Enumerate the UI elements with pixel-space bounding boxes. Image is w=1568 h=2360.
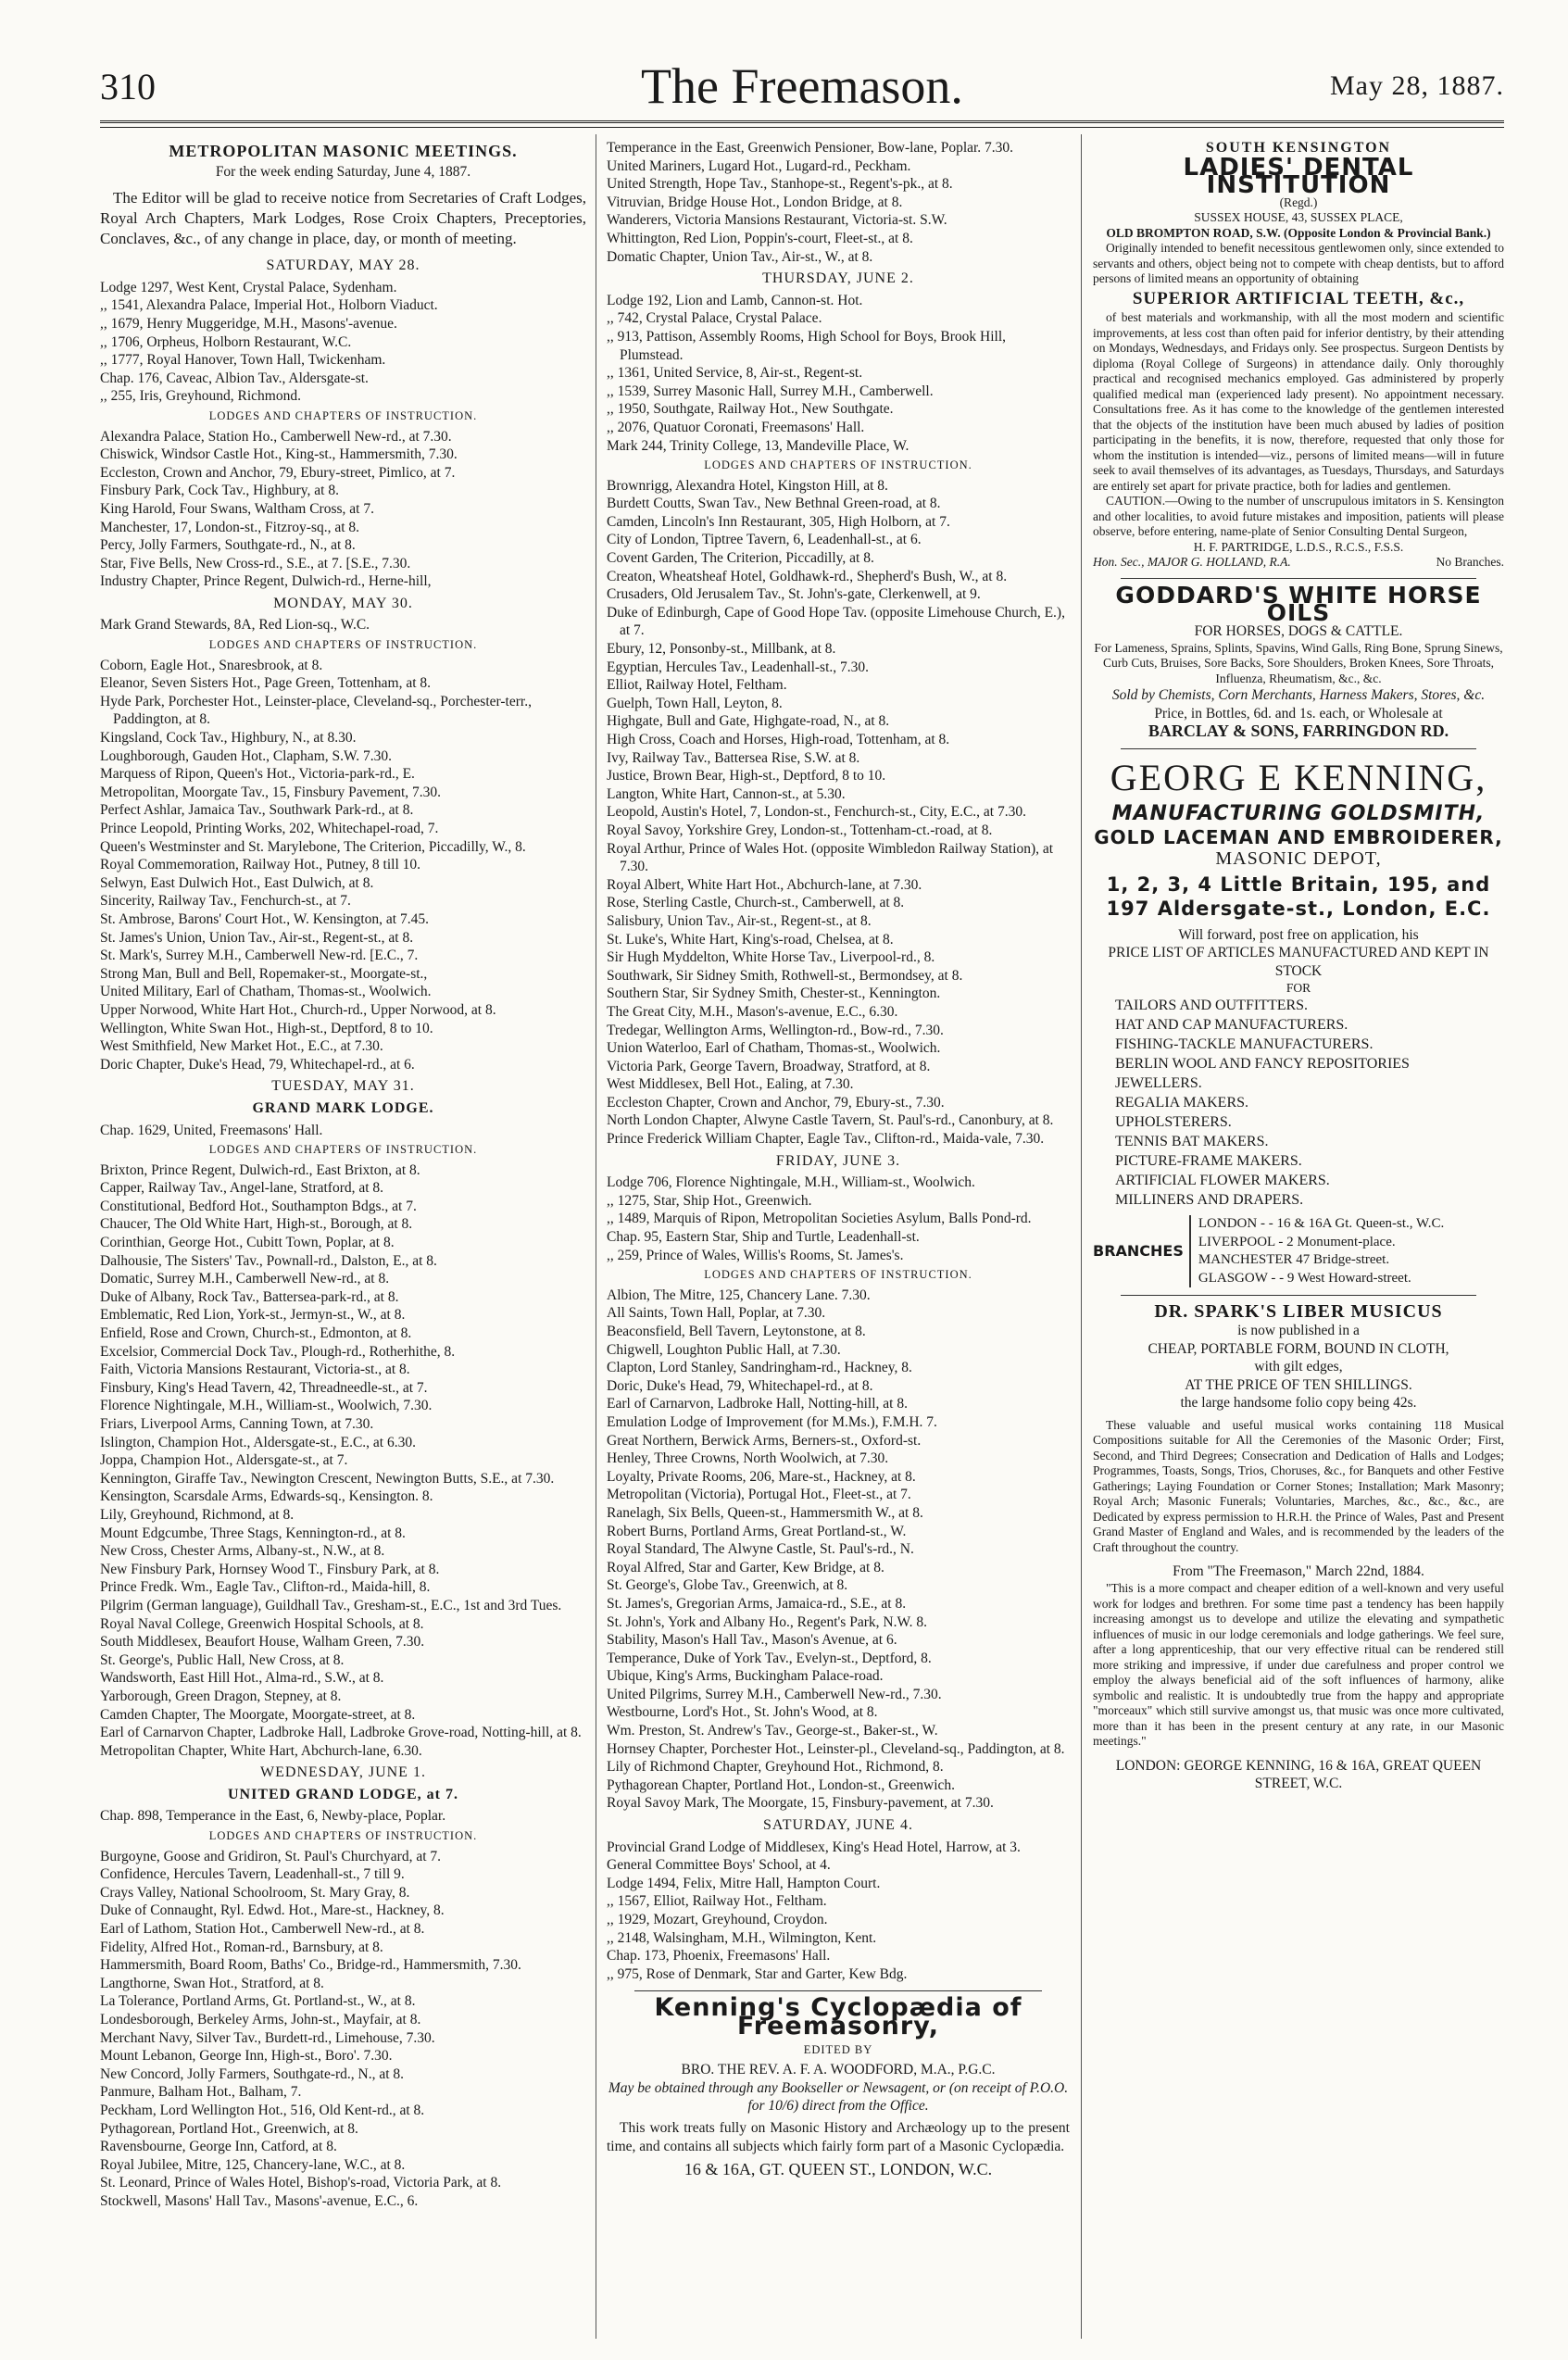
trades-list [1093,996,1504,1210]
list-item: ,, 913, Pattison, Assembly Rooms, High School for Boys, Brook Hill, Plumstead. [607,328,1007,363]
goddard-subtitle: FOR HORSES, DOGS & CATTLE. [1194,623,1403,640]
no-branches: No Branches. [1436,555,1504,570]
day-heading: SATURDAY, JUNE 4. [763,1817,913,1834]
list [100,1848,586,2211]
list-item: Chap. 898, Temperance in the East, 6, Newby-place, Poplar. [100,1808,446,1825]
list-item: Wandsworth, East Hill Hot., Alma-rd., S.W., at 8. [100,1670,384,1687]
list-item: St. Ambrose, Barons' Court Hot., W. Kensington, at 7.45. [100,910,429,927]
spark-line: AT THE PRICE OF TEN SHILLINGS. [1185,1376,1412,1393]
list-item: ,, 1489, Marquis of Ripon, Metropolitan Societies Asylum, Balls Pond-rd. [607,1211,1032,1227]
list-item: La Tolerance, Portland Arms, Gt. Portland-st., W., at 8. [100,1993,416,2010]
hon-sec: Hon. Sec., MAJOR G. HOLLAND, R.A. [1093,555,1291,570]
kenning-for: FOR [1286,980,1311,995]
list-item: ,, 975, Rose of Denmark, Star and Garter, Kew Bdg. [607,1965,908,1982]
cyclopaedia-body: This work treats fully on Masonic History and Archæology up to the present time, and contains all subjects which fairly form part of a Masonic Cyclopædia. [607,2119,1070,2154]
list-item: ,, 2076, Quatuor Coronati, Freemasons' Hall. [607,419,865,435]
list-item: Fidelity, Alfred Hot., Roman-rd., Barnsbury, at 8. [100,1939,383,1955]
list-item: Domatic, Surrey M.H., Camberwell New-rd., at 8. [100,1271,390,1287]
list-item: Elliot, Railway Hotel, Feltham. [607,677,787,694]
list-item: Great Northern, Berwick Arms, Berners-st., Oxford-st. [607,1432,922,1449]
list-item: General Committee Boys' School, at 4. [607,1857,831,1874]
list-item: REGALIA MAKERS. [1115,1095,1249,1111]
divider [1121,578,1476,579]
list-item: Excelsior, Commercial Dock Tav., Plough-rd., Rotherhithe, 8. [100,1343,456,1360]
barclay: BARCLAY & SONS, FARRINGDON RD. [1148,722,1449,741]
list-item: United Strength, Hope Tav., Stanhope-st., Regent's-pk., at 8. [607,176,953,193]
list-item: All Saints, Town Hall, Poplar, at 7.30. [607,1305,826,1322]
instruction-heading: LODGES AND CHAPTERS OF INSTRUCTION. [208,638,478,652]
list-item: Upper Norwood, White Hart Hot., Church-rd., Upper Norwood, at 8. [100,1001,496,1018]
list-item: Hyde Park, Porchester Hot., Leinster-place, Cleveland-sq., Porchester-terr., Paddington, at 8. [100,693,532,728]
london-imprint: LONDON: GEORGE KENNING, 16 & 16A, GREAT QUEEN STREET, W.C. [1115,1757,1482,1792]
list [607,477,1070,1149]
spark-title: DR. SPARK'S LIBER MUSICUS [1154,1301,1443,1323]
list-item: Loughborough, Gauden Hot., Clapham, S.W. 7.30. [100,747,392,764]
list [607,1287,1070,1813]
kenning-depot: MASONIC DEPOT, [1215,848,1382,870]
list-item: Westbourne, Lord's Hot., St. John's Wood, at 8. [607,1704,878,1721]
header-rule [100,120,1504,128]
list-item: Chiswick, Windsor Castle Hot., King-st., Hammersmith, 7.30. [100,446,458,463]
list-item: Southwark, Sir Sidney Smith, Rothwell-st., Bermondsey, at 8. [607,967,963,984]
list-item: Leopold, Austin's Hotel, 7, London-st., Fenchurch-st., City, E.C., at 7.30. [607,804,1026,821]
list [607,292,1070,455]
list-item: Kingsland, Cock Tav., Highbury, N., at 8.30. [100,730,357,747]
list [607,139,1070,266]
list-item: Corinthian, George Hot., Cubitt Town, Poplar, at 8. [100,1235,395,1251]
list-item: Earl of Lathom, Station Hot., Camberwell New-rd., at 8. [100,1921,425,1938]
list-item: ,, 1567, Elliot, Railway Hot., Feltham. [607,1893,827,1910]
list-item: Alexandra Palace, Station Ho., Camberwell New-rd., at 7.30. [100,428,452,445]
spark-from: From "The Freemason," March 22nd, 1884. [1173,1563,1424,1580]
spark-line: CHEAP, PORTABLE FORM, BOUND IN CLOTH, [1148,1340,1449,1357]
list-item: Panmure, Balham Hot., Balham, 7. [100,2084,302,2101]
column-meetings-continued [607,139,1070,2179]
list-item: Royal Standard, The Alwyne Castle, St. Paul's-rd., N. [607,1541,914,1558]
page-number: 310 [100,66,156,107]
list-item: Rose, Sterling Castle, Church-st., Camberwell, at 8. [607,895,905,911]
section-title: METROPOLITAN MASONIC MEETINGS. [169,142,518,160]
list-item: Beaconsfield, Bell Tavern, Leytonstone, at 8. [607,1324,866,1339]
list-item: Eleanor, Seven Sisters Hot., Page Green, Tottenham, at 8. [100,675,432,692]
list-item: Brownrigg, Alexandra Hotel, Kingston Hill, at 8. [607,477,888,494]
list-item: Crusaders, Old Jerusalem Tav., St. John's-gate, Clerkenwell, at 9. [607,586,981,603]
list-item: Prince Frederick William Chapter, Eagle Tav., Clifton-rd., Maida-vale, 7.30. [607,1131,1045,1148]
list-item: Lodge 1494, Felix, Mitre Hall, Hampton Court. [607,1875,881,1891]
list-item: ,, 255, Iris, Greyhound, Richmond. [100,388,301,405]
list-item: Robert Burns, Portland Arms, Great Portland-st., W. [607,1523,907,1539]
list [100,616,586,634]
goddard-title: GODDARD'S WHITE HORSE OILS [1115,581,1482,627]
day-heading: WEDNESDAY, JUNE 1. [260,1764,426,1781]
list-item: Creaton, Wheatsheaf Hotel, Goldhawk-rd., Shepherd's Bush, W., at 8. [607,568,1008,584]
list-item: Royal Arthur, Prince of Wales Hot. (opposite Wimbledon Railway Station), at 7.30. [607,840,1054,875]
intro-text: The Editor will be glad to receive notice from Secretaries of Craft Lodges, Royal Arch Chapters, Mark Lodges, Rose Croix Chapters, Preceptories, Conclaves, &c., of any change in place, day, or month of meeting. [100,189,586,248]
list-item: New Cross, Chester Arms, Albany-st., N.W., at 8. [100,1543,385,1560]
list-item: New Concord, Jolly Farmers, Southgate-rd., N., at 8. [100,2065,405,2082]
list-item: HAT AND CAP MANUFACTURERS. [1115,1017,1348,1033]
list-item: West Middlesex, Bell Hot., Ealing, at 7.30. [607,1076,854,1093]
list-item: Hornsey Chapter, Porchester Hot., Leinster-pl., Cleveland-sq., Paddington, at 8. [607,1740,1065,1757]
grand-mark-lodge: GRAND MARK LODGE. [252,1099,434,1116]
list-item: Emulation Lodge of Improvement (for M.Ms.), F.M.H. 7. [607,1413,937,1430]
list-item: Langthorne, Swan Hot., Stratford, at 8. [100,1975,324,1991]
list-item: Florence Nightingale, M.H., William-st., Woolwich, 7.30. [100,1398,433,1414]
list-item: ,, 1950, Southgate, Railway Hot., New Southgate. [607,401,894,418]
list-item: Dalhousie, The Sisters' Tav., Pownall-rd., Dalston, E., at 8. [100,1252,437,1269]
edited-by: EDITED BY [803,2042,873,2056]
list-item: Selwyn, East Dulwich Hot., East Dulwich, at 8. [100,874,374,891]
list-item: South Middlesex, Beaufort House, Walham Green, 7.30. [100,1634,425,1651]
list-item: Chap. 1629, United, Freemasons' Hall. [100,1122,323,1138]
spark-line: is now published in a [1237,1322,1360,1338]
list-item: Eccleston, Crown and Anchor, 79, Ebury-street, Pimlico, at 7. [100,464,456,481]
list [607,1174,1070,1264]
day-heading: SATURDAY, MAY 28. [266,257,420,274]
kenning-goldsmith: MANUFACTURING GOLDSMITH, [1111,801,1486,825]
list-item: ,, 1929, Mozart, Greyhound, Croydon. [607,1912,828,1927]
list-item: Earl of Carnarvon, Ladbroke Hall, Notting-hill, at 8. [607,1396,908,1412]
list-item: Lodge 1297, West Kent, Crystal Palace, Sydenham. [100,279,397,295]
instruction-heading: LODGES AND CHAPTERS OF INSTRUCTION. [208,408,478,422]
list-item: Duke of Connaught, Ryl. Edwd. Hot., Mare-st., Hackney, 8. [100,1902,445,1919]
list [100,279,586,406]
branches-block [1093,1215,1504,1287]
teeth-body: of best materials and workmanship, with all the most modern and scientific improvements, at less cost than often paid for inferior dentistry, by their attending on Mondays, Wednesdays, and Fridays only. See prospectus. Surgeon Dentists by diploma (Royal College of Surgeons) in attendance daily. Only thoroughly practical and recognised mechanics employed. Gas administered by properly qualified medical man (experienced lady present). No appointment necessary. Consultations free. As it has come to the knowledge of the gentlemen interested that the objects of the institution have been much abused by ladies of position participating in the benefits, it is now, therefore, requested that only those for whom the institution is intended—viz., persons of limited means—will in future seek to avail themselves of its advantages, as Tuesdays, Thursdays, and Saturdays are entirely set apart for private practice, both for ladies and gentlemen. [1093,310,1504,493]
list-item: Industry Chapter, Prince Regent, Dulwich-rd., Herne-hill, [100,573,432,590]
column-divider [1081,134,1082,2339]
list-item: Queen's Westminster and St. Marylebone, The Criterion, Piccadilly, W., 8. [100,838,526,855]
list-item: Ranelagh, Six Bells, Queen-st., Hammersmith W., at 8. [607,1504,923,1521]
list-item: Faith, Victoria Mansions Restaurant, Victoria-st., at 8. [100,1362,410,1378]
list-item: ,, 1361, United Service, 8, Air-st., Regent-st. [607,365,863,382]
kenning-laceman: GOLD LACEMAN AND EMBROIDERER, [1094,825,1503,848]
list-item: Constitutional, Bedford Hot., Southampton Bdgs., at 7. [100,1198,417,1214]
list-item: Duke of Albany, Rock Tav., Battersea-park-rd., at 8. [100,1288,399,1305]
list-item: Enfield, Rose and Crown, Church-st., Edmonton, at 8. [100,1325,412,1342]
list-item: The Great City, M.H., Mason's-avenue, E.C., 6.30. [607,1003,898,1020]
list-item: Merchant Navy, Silver Tav., Burdett-rd., Limehouse, 7.30. [100,2029,435,2046]
instruction-heading: LODGES AND CHAPTERS OF INSTRUCTION. [704,1268,972,1282]
list-item: Prince Fredk. Wm., Eagle Tav., Clifton-rd., Maida-hill, 8. [100,1579,431,1596]
list-item: Doric, Duke's Head, 79, Whitechapel-rd., at 8. [607,1377,873,1394]
day-heading: THURSDAY, JUNE 2. [762,270,914,287]
list-item: Joppa, Champion Hot., Aldersgate-st., at 7. [100,1452,348,1469]
partridge-name: H. F. PARTRIDGE, L.D.S., R.C.S., F.S.S. [1193,539,1404,554]
list-item: Lily of Richmond Chapter, Greyhound Hot., Richmond, 8. [607,1759,944,1776]
list-item: BERLIN WOOL AND FANCY REPOSITORIES [1115,1056,1410,1072]
list-item: GLASGOW - - 9 West Howard-street. [1198,1270,1411,1286]
list [100,1807,586,1826]
list-item: Domatic Chapter, Union Tav., Air-st., W., at 8. [607,248,873,265]
goddard-sold: Sold by Chemists, Corn Merchants, Harness Makers, Stores, &c. [1111,687,1486,704]
column-meetings [100,139,586,2211]
list-item: Earl of Carnarvon Chapter, Ladbroke Hall, Ladbroke Grove-road, Notting-hill, at 8. [100,1725,582,1741]
list-item: St. John's, York and Albany Ho., Regent's Park, N.W. 8. [607,1613,928,1630]
list-item: St. James's, Gregorian Arms, Jamaica-rd., S.E., at 8. [607,1595,907,1612]
list-item: Pythagorean Chapter, Portland Hot., London-st., Greenwich. [607,1776,956,1793]
list-item: Percy, Jolly Farmers, Southgate-rd., N., at 8. [100,537,356,554]
list-item: Justice, Brown Bear, High-st., Deptford, 8 to 10. [607,768,886,785]
day-heading: FRIDAY, JUNE 3. [775,1152,901,1169]
list-item: City of London, Tiptree Tavern, 6, Leadenhall-st., at 6. [607,532,922,548]
list [100,428,586,591]
list-item: Provincial Grand Lodge of Middlesex, King's Head Hotel, Harrow, at 3. [607,1839,1021,1855]
spark-line: with gilt edges, [1254,1359,1343,1375]
list-item: Egyptian, Hercules Tav., Leadenhall-st., 7.30. [607,659,869,675]
branches-label: BRANCHES [1093,1242,1184,1261]
obtain-note: May be obtained through any Bookseller or Newsagent, or (on receipt of P.O.O. for 10/6) direct from the Office. [608,2079,1069,2115]
list-item: Finsbury Park, Cock Tav., Highbury, at 8. [100,483,339,499]
list-item: ,, 1777, Royal Hanover, Town Hall, Twickenham. [100,352,386,369]
list-item: Mount Edgcumbe, Three Stags, Kennington-rd., at 8. [100,1525,406,1541]
list-item: Albion, The Mitre, 125, Chancery Lane. 7.30. [607,1287,871,1303]
list-item: Mark Grand Stewards, 8A, Red Lion-sq., W.C. [100,617,370,634]
list-item: Royal Commemoration, Railway Hot., Putney, 8 till 10. [100,857,420,873]
list-item: Duke of Edinburgh, Cape of Good Hope Tav. (opposite Limehouse Church, E.), at 7. [607,604,1065,639]
list-item: Royal Albert, White Hart Hot., Abchurch-lane, at 7.30. [607,876,922,893]
list-item: Royal Jubilee, Mitre, 125, Chancery-lane, W.C., at 8. [100,2156,406,2173]
list-item: Lily, Greyhound, Richmond, at 8. [100,1506,295,1523]
list-item: JEWELLERS. [1115,1075,1202,1091]
list-item: Perfect Ashlar, Jamaica Tav., Southwark Park-rd., at 8. [100,802,414,819]
list-item: Sincerity, Railway Tav., Fenchurch-st., at 7. [100,893,351,910]
list-item: Wm. Preston, St. Andrew's Tav., George-st., Baker-st., W. [607,1723,938,1739]
list-item: Marquess of Ripon, Queen's Hot., Victoria-park-rd., E. [100,766,415,783]
list-item: St. Luke's, White Hart, King's-road, Chelsea, at 8. [607,931,894,948]
list-item: Hammersmith, Board Room, Baths' Co., Bridge-rd., Hammersmith, 7.30. [100,1957,521,1974]
list-item: Camden Chapter, The Moorgate, Moorgate-street, at 8. [100,1706,416,1723]
list-item: Tredegar, Wellington Arms, Wellington-rd., Bow-rd., 7.30. [607,1022,944,1038]
list-item: Vitruvian, Bridge House Hot., London Bridge, at 8. [607,194,903,210]
day-heading: MONDAY, MAY 30. [273,595,413,611]
sk-heading: SOUTH KENSINGTON [1205,140,1392,156]
list-item: North London Chapter, Alwyne Castle Tavern, St. Paul's-rd., Canonbury, at 8. [607,1112,1054,1129]
instruction-heading: LODGES AND CHAPTERS OF INSTRUCTION. [208,1829,478,1843]
list-item: St. Leonard, Prince of Wales Hotel, Bishop's-road, Victoria Park, at 8. [100,2175,502,2191]
kenning-address: 1, 2, 3, 4 Little Britain, 195, and 197 Aldersgate-st., London, E.C. [1106,872,1491,920]
list-item: TAILORS AND OUTFITTERS. [1115,998,1309,1013]
list-item: Stability, Mason's Hall Tav., Mason's Avenue, at 6. [607,1632,897,1649]
office-address: 16 & 16A, GT. QUEEN ST., LONDON, W.C. [684,2160,993,2179]
list-item: Wellington, White Swan Hot., High-st., Deptford, 8 to 10. [100,1020,433,1036]
cyclopaedia-title: Kenning's Cyclopædia of Freemasonry, [654,1993,1022,2040]
list-item: Star, Five Bells, New Cross-rd., S.E., at 7. [S.E., 7.30. [100,555,411,571]
list-item: Royal Savoy, Yorkshire Grey, London-st., Tottenham-ct.-road, at 8. [607,822,993,838]
list-item: Metropolitan (Victoria), Portugal Hot., Fleet-st., at 7. [607,1487,911,1503]
list-item: King Harold, Four Swans, Waltham Cross, at 7. [100,500,374,517]
list-item: Temperance in the East, Greenwich Pensioner, Bow-lane, Poplar. 7.30. [607,140,1014,156]
list-item: Salisbury, Union Tav., Air-st., Regent-st., at 8. [607,912,872,929]
editor-name: BRO. THE REV. A. F. A. WOODFORD, M.A., P.G.C. [681,2062,996,2078]
list-item: Strong Man, Bull and Bell, Ropemaker-st., Moorgate-st., [100,965,428,982]
list-item: ,, 259, Prince of Wales, Willis's Rooms, St. James's. [607,1247,904,1263]
list-item: Burdett Coutts, Swan Tav., New Bethnal Green-road, at 8. [607,496,941,512]
list-item: Capper, Railway Tav., Angel-lane, Stratford, at 8. [100,1180,384,1197]
list-item: PICTURE-FRAME MAKERS. [1115,1153,1302,1169]
list-item: ,, 742, Crystal Palace, Crystal Palace. [607,310,822,327]
list-item: TENNIS BAT MAKERS. [1115,1134,1269,1149]
list-item: ,, 1706, Orpheus, Holborn Restaurant, W.C. [100,333,352,350]
list-item: Burgoyne, Goose and Gridiron, St. Paul's Churchyard, at 7. [100,1848,442,1864]
list-item: Friars, Liverpool Arms, Canning Town, at 7.30. [100,1416,374,1432]
list-item: Brixton, Prince Regent, Dulwich-rd., East Brixton, at 8. [100,1161,420,1178]
page-header [100,57,1504,113]
list-item: Royal Alfred, Star and Garter, Kew Bridge, at 8. [607,1559,884,1575]
list-item: St. James's Union, Union Tav., Air-st., Regent-st., at 8. [100,929,414,946]
list-item: Lodge 706, Florence Nightingale, M.H., William-st., Woolwich. [607,1174,975,1191]
list-item: UPHOLSTERERS. [1115,1114,1232,1130]
list-item: Confidence, Hercules Tavern, Leadenhall-st., 7 till 9. [100,1866,405,1883]
list-item: MILLINERS AND DRAPERS. [1115,1192,1304,1208]
list-item: Camden, Lincoln's Inn Restaurant, 305, High Holborn, at 7. [607,513,950,530]
teeth-heading: SUPERIOR ARTIFICIAL TEETH, &c., [1132,288,1465,308]
list [607,1839,1070,1984]
day-heading: TUESDAY, MAY 31. [271,1078,415,1095]
goddard-body: For Lameness, Sprains, Splints, Spavins, Wind Galls, Ring Bone, Sprung Sinews, Curb Cuts, Bruises, Sore Backs, Sore Shoulders, Broken Knees, Sore Throats, Influenza, Rheumatism, &c., &c. [1094,640,1503,685]
goddard-price: Price, in Bottles, 6d. and 1s. each, or Wholesale at [1154,705,1443,722]
spark-line: the large handsome folio copy being 42s. [1180,1395,1417,1412]
list-item: ARTIFICIAL FLOWER MAKERS. [1115,1173,1330,1188]
sussex-address: SUSSEX HOUSE, 43, SUSSEX PLACE, [1194,210,1403,225]
list-item: Peckham, Lord Wellington Hot., 516, Old Kent-rd., at 8. [100,2102,425,2118]
branches-list [1189,1215,1444,1287]
list-item: Emblematic, Red Lion, York-st., Jermyn-st., W., at 8. [100,1307,406,1324]
list-item: Chap. 95, Eastern Star, Ship and Turtle, Leadenhall-st. [607,1229,920,1246]
list-item: LIVERPOOL - 2 Monument-place. [1198,1234,1396,1249]
list-item: FISHING-TACKLE MANUFACTURERS. [1115,1036,1374,1052]
list-item: Ubique, King's Arms, Buckingham Palace-road. [607,1668,884,1685]
list-item: Guelph, Town Hall, Leyton, 8. [607,695,783,711]
list [100,1161,586,1761]
list-item: Stockwell, Masons' Hall Tav., Masons'-avenue, E.C., 6. [100,2192,419,2209]
instruction-heading: LODGES AND CHAPTERS OF INSTRUCTION. [704,458,972,472]
list-item: Mark 244, Trinity College, 13, Mandeville Place, W. [607,437,909,454]
list [100,657,586,1074]
list-item: Sir Hugh Myddelton, White Horse Tav., Liverpool-rd., 8. [607,949,935,966]
list-item: Ravensbourne, George Inn, Catford, at 8. [100,2139,337,2155]
list-item: Union Waterloo, Earl of Chatham, Thomas-st., Woolwich. [607,1040,941,1057]
list-item: LONDON - - 16 & 16A Gt. Queen-st., W.C. [1198,1216,1445,1231]
list-item: Chigwell, Loughton Public Hall, at 7.30. [607,1341,841,1358]
list-item: Loyalty, Private Rooms, 206, Mare-st., Hackney, at 8. [607,1468,916,1485]
column-advertisements [1093,139,1504,1793]
list-item: West Smithfield, New Market Hot., E.C., at 7.30. [100,1038,383,1055]
list-item: Kennington, Giraffe Tav., Newington Crescent, Newington Butts, S.E., at 7.30. [100,1470,555,1487]
list-item: Chap. 173, Phoenix, Freemasons' Hall. [607,1948,831,1965]
list-item: Southern Star, Sir Sydney Smith, Chester-st., Kennington. [607,985,941,1002]
list-item: Wanderers, Victoria Mansions Restaurant, Victoria-st. S.W. [607,212,947,229]
caution-text: CAUTION.—Owing to the number of unscrupulous imitators in S. Kensington and other localities, to avoid future mistakes and imposition, patients will please observe, before entering, name-plate of Senior Consulting Dental Surgeon, [1093,494,1504,539]
list-item: ,, 1539, Surrey Masonic Hall, Surrey M.H., Camberwell. [607,383,934,399]
list-item: Temperance, Duke of York Tav., Evelyn-st., Deptford, 8. [607,1650,932,1666]
list-item: Henley, Three Crowns, North Woolwich, at 7.30. [607,1450,889,1467]
list-item: Manchester, 17, London-st., Fitzroy-sq., at 8. [100,519,360,535]
dental-intro: Originally intended to benefit necessitous gentlewomen only, since extended to servants and others, object being not to compete with cheap dentists, but to afford persons of limited means an opportunity of obtaining [1093,241,1504,286]
list-item: Royal Savoy Mark, The Moorgate, 15, Finsbury-pavement, at 7.30. [607,1795,994,1812]
brompton-address: OLD BROMPTON ROAD, S.W. (Opposite London & Provincial Bank.) [1106,225,1491,240]
list-item: Victoria Park, George Tavern, Broadway, Stratford, at 8. [607,1058,931,1074]
list-item: Clapton, Lord Stanley, Sandringham-rd., Hackney, 8. [607,1360,912,1376]
spark-body: These valuable and useful musical works containing 118 Musical Compositions suitable for All the Ceremonies of the Masonic Order; First, Second, and Third Degrees; Consecration and Dedication of Halls and Lodges; Programmes, Toasts, Songs, Trios, Choruses, &c., for Banquets and other Festive Gatherings; Laying Foundation or Corner Stones; Installation; Mark Masonry; Royal Arch; Masonic Funerals; Voluntaries, Marches, &c., &c., &c., are Dedicated by express permission to H.R.H. the Prince of Wales, Past and Present Grand Master of England and Wales, and is recommended by the leaders of the Craft throughout the country. [1093,1417,1504,1554]
masthead-title: The Freemason. [641,58,963,114]
issue-date: May 28, 1887. [1330,70,1504,101]
list-item: Covent Garden, The Criterion, Piccadilly, at 8. [607,550,874,567]
list-item: High Cross, Coach and Horses, High-road, Tottenham, at 8. [607,732,950,747]
list-item: Ebury, 12, Ponsonby-st., Millbank, at 8. [607,641,836,658]
list-item: Metropolitan, Moorgate Tav., 15, Finsbury Pavement, 7.30. [100,784,442,800]
instruction-heading: LODGES AND CHAPTERS OF INSTRUCTION. [208,1143,478,1157]
list-item: Doric Chapter, Duke's Head, 79, Whitechapel-rd., at 6. [100,1056,415,1073]
list-item: Yarborough, Green Dragon, Stepney, at 8. [100,1688,342,1704]
list-item: Ivy, Railway Tav., Battersea Rise, S.W. at 8. [607,749,860,766]
list-item: St. George's, Public Hall, New Cross, at 8. [100,1651,345,1668]
divider [634,1990,1042,1991]
kenning-forward: Will forward, post free on application, his [1178,926,1419,943]
list-item: Pythagorean, Portland Hot., Greenwich, at 8. [100,2120,358,2137]
kenning-name: GEORG E KENNING, [1110,756,1487,798]
list-item: Coborn, Eagle Hot., Snaresbrook, at 8. [100,657,323,673]
list-item: Islington, Champion Hot., Aldersgate-st., E.C., at 6.30. [100,1434,416,1450]
list-item: MANCHESTER 47 Bridge-street. [1198,1252,1390,1268]
regd-mark: (Regd.) [1279,195,1318,209]
divider [1121,748,1476,749]
ldi-title: LADIES' DENTAL INSTITUTION [1183,153,1414,200]
list-item: Highgate, Bull and Gate, Highgate-road, N., at 8. [607,713,890,730]
list-item: United Pilgrims, Surrey M.H., Camberwell New-rd., 7.30. [607,1686,942,1702]
kenning-pricelist: PRICE LIST OF ARTICLES MANUFACTURED AND KEPT IN STOCK [1108,945,1489,979]
list-item: ,, 2148, Walsingham, M.H., Wilmington, Kent. [607,1929,877,1946]
section-subtitle: For the week ending Saturday, June 4, 1887. [215,163,471,180]
list-item: Crays Valley, National Schoolroom, St. Mary Gray, 8. [100,1884,410,1901]
list-item: New Finsbury Park, Hornsey Wood T., Finsbury Park, at 8. [100,1561,440,1577]
list-item: Mount Lebanon, George Inn, High-st., Boro'. 7.30. [100,2048,393,2065]
united-grand-lodge: UNITED GRAND LODGE, at 7. [227,1786,458,1802]
list-item: St. George's, Globe Tav., Greenwich, at 8. [607,1577,848,1594]
list-item: United Military, Earl of Chatham, Thomas-st., Woolwich. [100,984,432,1000]
list-item: Pilgrim (German language), Guildhall Tav., Gresham-st., E.C., 1st and 3rd Tues. [100,1597,562,1613]
list-item: Lodge 192, Lion and Lamb, Cannon-st. Hot. [607,292,863,308]
list-item: Kensington, Scarsdale Arms, Edwards-sq., Kensington. 8. [100,1488,433,1505]
list [100,1122,586,1140]
divider [1121,1295,1476,1296]
list-item: Chap. 176, Caveac, Albion Tav., Aldersgate-st. [100,370,369,386]
list-item: Eccleston Chapter, Crown and Anchor, 79, Ebury-st., 7.30. [607,1094,945,1111]
list-item: Langton, White Hart, Cannon-st., at 5.30. [607,785,846,802]
list-item: Finsbury, King's Head Tavern, 42, Threadneedle-st., at 7. [100,1379,428,1396]
list-item: United Mariners, Lugard Hot., Lugard-rd., Peckham. [607,157,911,174]
list-item: ,, 1275, Star, Ship Hot., Greenwich. [607,1192,812,1209]
list-item: Metropolitan Chapter, White Hart, Abchurch-lane, 6.30. [100,1742,422,1759]
list-item: Londesborough, Berkeley Arms, John-st., Mayfair, at 8. [100,2012,421,2027]
spark-quote: "This is a more compact and cheaper edition of a well-known and very useful work for lodges and brethren. For some time past a tendency has been happily increasing amongst us to develope and utilize the elevating and sympathetic influences of music in our lodge ceremonials and lodge gatherings. We feel sure, after a long apprenticeship, that our very effective ritual can be rendered still more striking and impressive, if under due carefulness and proper control we employ the always beneficial aid of the soft influences of harmony, alike symbolic and realistic. It is undoubtedly true from the happy and appropriate "morceaux" which still survive amongst us, that music was once more cultivated, more than it has been in the present century at any rate, in our Masonic meetings." [1093,1581,1504,1749]
list-item: St. Mark's, Surrey M.H., Camberwell New-rd. [E.C., 7. [100,948,419,964]
list-item: Chaucer, The Old White Hart, High-st., Borough, at 8. [100,1216,413,1233]
list-item: ,, 1541, Alexandra Palace, Imperial Hot., Holborn Viaduct. [100,297,438,314]
list-item: Royal Naval College, Greenwich Hospital Schools, at 8. [100,1615,424,1632]
list-item: ,, 1679, Henry Muggeridge, M.H., Masons'-avenue. [100,315,397,332]
list-item: Prince Leopold, Printing Works, 202, Whitechapel-road, 7. [100,821,439,836]
list-item: Whittington, Red Lion, Poppin's-court, Fleet-st., at 8. [607,230,913,246]
